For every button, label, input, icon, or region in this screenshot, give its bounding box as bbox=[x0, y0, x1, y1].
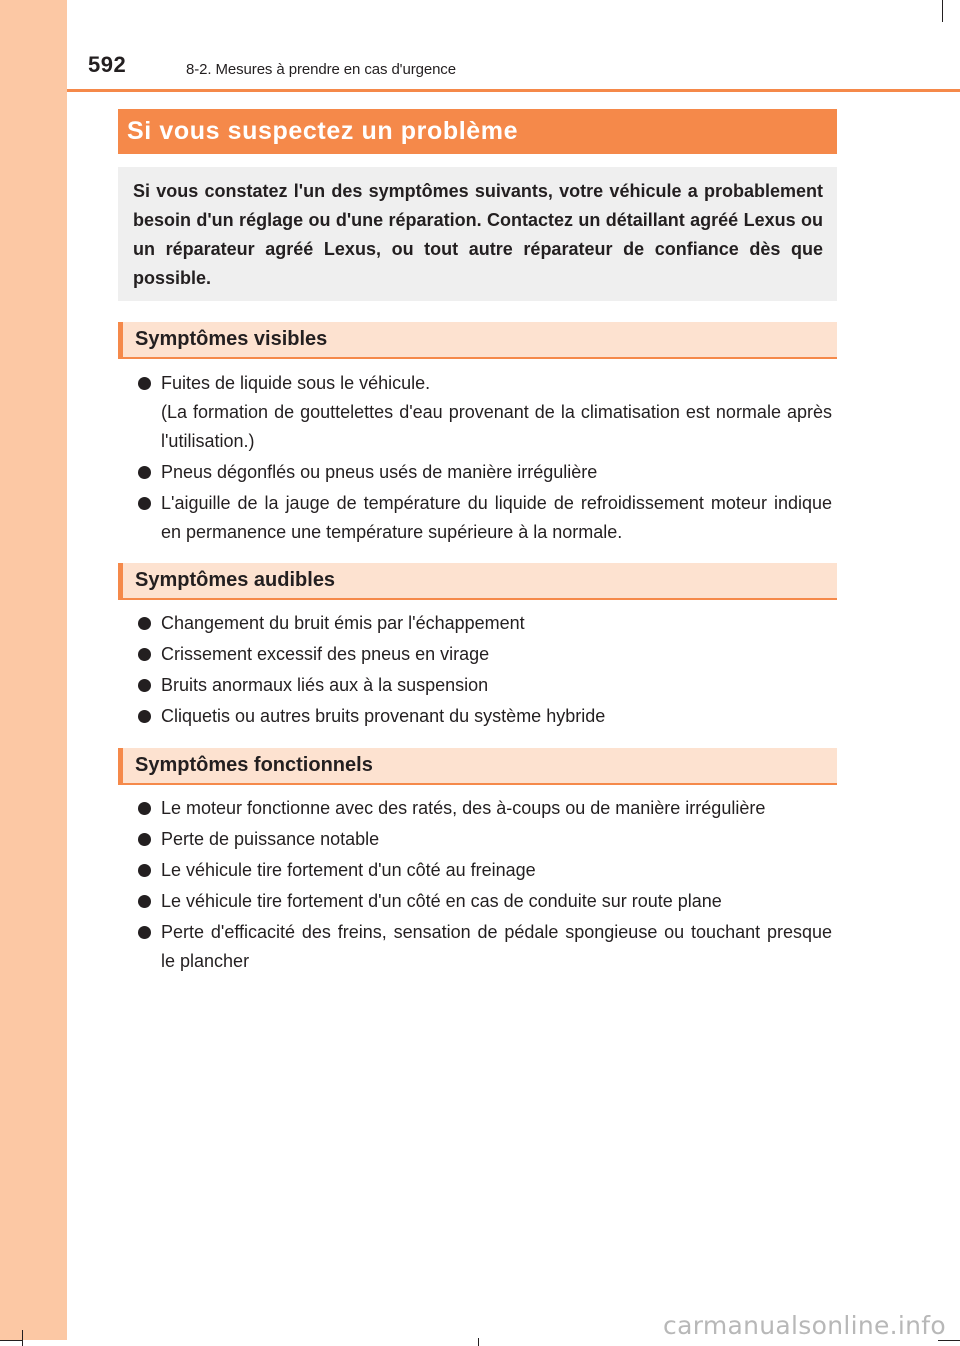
list-item-text: Le véhicule tire fortement d'un côté au freinage bbox=[161, 860, 536, 880]
list-item-text: Crissement excessif des pneus en virage bbox=[161, 644, 490, 664]
bullet-icon bbox=[138, 895, 151, 908]
section-header-functional bbox=[118, 748, 837, 785]
watermark: carmanualsonline.info bbox=[663, 1311, 946, 1340]
side-margin-band bbox=[0, 0, 67, 1340]
list-item-text: Perte de puissance notable bbox=[161, 829, 380, 849]
section-accent-bar bbox=[118, 748, 123, 783]
bullet-icon bbox=[138, 497, 151, 510]
list-item-text: Pneus dégonflés ou pneus usés de manière irrégulière bbox=[161, 462, 598, 482]
list-item bbox=[134, 887, 832, 916]
bullet-list-visible bbox=[134, 369, 832, 549]
list-item bbox=[134, 458, 832, 487]
bullet-icon bbox=[138, 833, 151, 846]
section-accent-bar bbox=[118, 563, 123, 598]
bullet-icon bbox=[138, 617, 151, 630]
page-title: Si vous suspectez un problème bbox=[118, 109, 837, 154]
section-title: Symptômes visibles bbox=[135, 328, 328, 350]
intro-paragraph: Si vous constatez l'un des symptômes suivants, votre véhicule a probablement besoin d'un réglage ou d'une réparation. Contactez un détaillant agréé Lexus ou un réparateur agréé Lexus, ou tout autre réparateur de confiance dès que possible. bbox=[118, 167, 837, 301]
chapter-header: 8-2. Mesures à prendre en cas d'urgence bbox=[186, 61, 456, 78]
list-item-text: Changement du bruit émis par l'échappement bbox=[161, 613, 525, 633]
bullet-icon bbox=[138, 679, 151, 692]
list-item-text: Cliquetis ou autres bruits provenant du système hybride bbox=[161, 706, 606, 726]
list-item-text: Bruits anormaux liés aux à la suspension bbox=[161, 675, 489, 695]
crop-mark bbox=[942, 0, 943, 22]
bullet-icon bbox=[138, 377, 151, 390]
list-item bbox=[134, 918, 832, 976]
crop-mark bbox=[478, 1338, 479, 1346]
list-item bbox=[134, 856, 832, 885]
list-item-text: Le véhicule tire fortement d'un côté en cas de conduite sur route plane bbox=[161, 891, 722, 911]
bullet-icon bbox=[138, 864, 151, 877]
bullet-icon bbox=[138, 648, 151, 661]
section-title: Symptômes fonctionnels bbox=[135, 754, 373, 776]
list-item-note: (La formation de gouttelettes d'eau provenant de la climatisation est normale après l'utilisation.) bbox=[161, 402, 832, 451]
crop-mark bbox=[938, 1340, 960, 1341]
list-item bbox=[134, 825, 832, 854]
list-item bbox=[134, 609, 832, 638]
section-title: Symptômes audibles bbox=[135, 569, 336, 591]
bullet-icon bbox=[138, 926, 151, 939]
page-number: 592 bbox=[88, 52, 127, 77]
crop-mark bbox=[22, 1330, 23, 1346]
list-item-text: Fuites de liquide sous le véhicule. bbox=[161, 373, 431, 393]
section-header-audible bbox=[118, 563, 837, 600]
bullet-list-functional bbox=[134, 794, 832, 978]
bullet-icon bbox=[138, 466, 151, 479]
list-item bbox=[134, 489, 832, 547]
bullet-icon bbox=[138, 802, 151, 815]
section-header-visible bbox=[118, 322, 837, 359]
list-item bbox=[134, 702, 832, 731]
list-item bbox=[134, 369, 832, 456]
section-accent-bar bbox=[118, 322, 123, 357]
list-item bbox=[134, 640, 832, 669]
header-divider bbox=[67, 89, 960, 92]
list-item-text: Perte d'efficacité des freins, sensation de pédale spongieuse ou touchant presque le plancher bbox=[161, 922, 832, 971]
list-item bbox=[134, 794, 832, 823]
list-item-text: L'aiguille de la jauge de température du liquide de refroidissement moteur indique en permanence une température supérieure à la normale. bbox=[161, 493, 832, 542]
bullet-icon bbox=[138, 710, 151, 723]
list-item-text: Le moteur fonctionne avec des ratés, des à-coups ou de manière irrégulière bbox=[161, 798, 766, 818]
list-item bbox=[134, 671, 832, 700]
bullet-list-audible bbox=[134, 609, 832, 733]
crop-mark bbox=[0, 1340, 22, 1341]
